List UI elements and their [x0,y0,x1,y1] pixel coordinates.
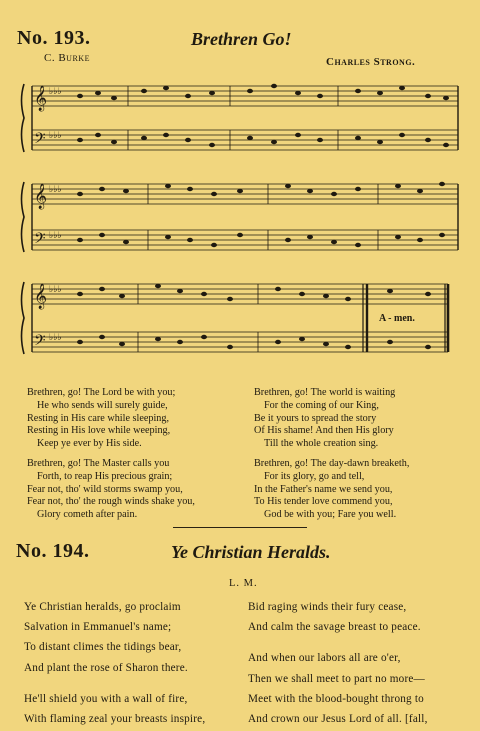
verse-line: Brethren, go! The world is waiting [254,387,396,398]
verse-line: Forth, to reap His precious grain; [37,470,173,482]
verse-line: He who sends will surely guide, [37,399,168,411]
hymn-193-title: Brethren Go! [191,29,292,49]
verse-line: God be with you; Fare you well. [264,509,397,521]
verse-line: Brethren, go! The day-dawn breaketh, [254,457,410,469]
verse-line: And when our labors all are o'er, [248,652,401,665]
verse-line: Salvation in Emmanuel's name; [24,621,172,634]
svg-text:♭♭♭: ♭♭♭ [49,333,62,343]
svg-text:♭♭♭: ♭♭♭ [49,285,62,295]
verse-line: For its glory, go and tell, [264,470,365,482]
verse-line: Fear not, tho' the rough winds shake you, [27,496,195,508]
verse-line: Brethren, go! The Lord be with you; [27,387,176,398]
hymn-193-composer: C. Burke [44,52,90,64]
verse-line: And calm the savage breast to peace. [248,621,421,634]
svg-text:𝄢: 𝄢 [34,130,46,151]
music-system-1 [18,70,464,168]
svg-text:♭♭♭: ♭♭♭ [49,87,62,97]
hymn-194-number: No. 194. [16,540,90,562]
svg-text:♭♭♭: ♭♭♭ [49,131,62,141]
verse-line: Meet with the blood-bought throng to [248,692,424,705]
amen-label: A - men. [379,313,415,324]
verse-line: Resting in His love while weeping, [27,425,171,437]
svg-text:𝄞: 𝄞 [34,86,48,111]
svg-text:𝄢: 𝄢 [34,230,46,251]
verse-line: Resting in His care while sleeping, [27,412,170,424]
verse-line: Till the whole creation sing. [264,438,379,450]
verse-line: Bid raging winds their fury cease, [248,601,407,613]
section-divider [173,527,307,528]
hymn-193-number: No. 193. [17,27,91,49]
verse-line: Keep ye ever by His side. [37,438,142,450]
verse-line: Brethren, go! The Master calls you [27,457,170,469]
hymn-194-title: Ye Christian Heralds. [171,542,331,562]
verse-line: And plant the rose of Sharon there. [24,661,188,674]
svg-text:𝄞: 𝄞 [34,284,48,309]
hymn-194-meter: L. M. [229,578,258,589]
verse-line: For the coming of our King, [264,399,379,411]
verse-line: Of His shame! And then His glory [254,425,394,437]
verse-line: To distant climes the tidings bear, [24,641,182,654]
verse-line: He'll shield you with a wall of fire, [24,692,188,705]
hymn-193-verses-left [27,387,195,522]
hymn-194-verses-right [248,597,428,729]
svg-text:𝄞: 𝄞 [34,184,48,209]
hymn-193-verses-right [254,387,409,522]
verse-line: Glory cometh after pain. [37,509,138,521]
verse-line: Ye Christian heralds, go proclaim [24,601,181,613]
verse-line: Be it yours to spread the story [254,412,377,424]
verse-line: To His tender love commend you, [254,496,393,508]
verse-line: With flaming zeal your breasts inspire, [24,713,206,726]
verse-line: In the Father's name we send you, [254,483,393,495]
svg-text:𝄢: 𝄢 [34,332,46,353]
svg-text:♭♭♭: ♭♭♭ [49,185,62,195]
svg-text:♭♭♭: ♭♭♭ [49,231,62,241]
hymn-194-verses-left [24,597,205,729]
music-system-2 [18,172,464,270]
verse-line: Then we shall meet to part no more— [248,672,425,685]
verse-line: Fear not, tho' wild storms swamp you, [27,483,183,495]
verse-line: And crown our Jesus Lord of all. [fall, [248,713,428,726]
hymn-193-author: Charles Strong. [326,56,416,68]
